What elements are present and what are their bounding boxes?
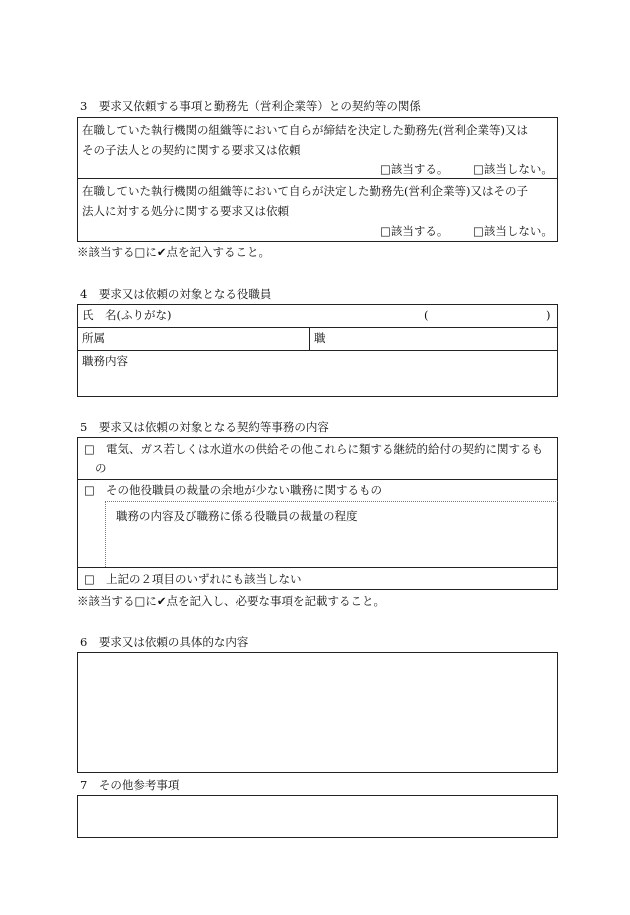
- option3-text: 上記の２項目のいずれにも該当しない: [106, 572, 302, 586]
- duties-label: 職務内容: [82, 354, 128, 368]
- section4-divider-1: [77, 327, 558, 328]
- furigana-close-paren: ): [546, 308, 551, 322]
- section4-col-divider: [309, 327, 310, 350]
- section4-divider-2: [77, 350, 558, 351]
- option2-text: その他役職員の裁量の余地が少ない職務に関するもの: [106, 483, 382, 497]
- position-input[interactable]: [330, 329, 552, 347]
- option3-checkbox[interactable]: □: [84, 572, 95, 586]
- option2-checkbox[interactable]: □: [84, 483, 95, 497]
- section5-divider-2: [77, 567, 558, 568]
- section4-title: 4 要求又は依頼の対象となる役職員: [80, 287, 272, 301]
- option1-line2: の: [95, 461, 107, 475]
- section3-row2-line1: 在職していた執行機関の組織等において自らが決定した勤務先(営利企業等)又はその子: [82, 184, 528, 198]
- section7-content-box[interactable]: [77, 795, 558, 838]
- section3-row2-line2: 法人に対する処分に関する要求又は依頼: [82, 204, 289, 218]
- option1-checkbox[interactable]: □: [84, 442, 95, 456]
- section5-divider-1: [77, 479, 558, 480]
- furigana-input[interactable]: [432, 306, 542, 324]
- section3-row-divider: [77, 178, 558, 179]
- name-furigana-label: 氏 名(ふりがな): [82, 308, 172, 322]
- section7-title: 7 その他参考事項: [80, 778, 180, 792]
- affiliation-input[interactable]: [110, 329, 305, 347]
- section6-content-box[interactable]: [77, 652, 558, 773]
- option1-line1: 電気、ガス若しくは水道水の供給その他これらに類する継続的給付の契約に関するも: [106, 442, 543, 456]
- section3-row1-check-yes[interactable]: □該当する。: [380, 162, 449, 176]
- section3-row1-check-no[interactable]: □該当しない。: [473, 162, 553, 176]
- option2-sub-input[interactable]: [112, 528, 552, 562]
- section5-sub-left-border: [105, 501, 106, 567]
- position-label: 職: [314, 331, 326, 345]
- section3-note: ※該当する□に✔点を記入すること。: [77, 245, 270, 259]
- section3-row1-line1: 在職していた執行機関の組織等において自らが締結を決定した勤務先(営利企業等)又は: [82, 123, 528, 137]
- affiliation-label: 所属: [82, 331, 105, 345]
- furigana-open-paren: (: [424, 308, 429, 322]
- section5-note: ※該当する□に✔点を記入し、必要な事項を記載すること。: [77, 594, 385, 608]
- section3-row2-check-yes[interactable]: □該当する。: [380, 224, 449, 238]
- duties-input[interactable]: [82, 371, 552, 393]
- section5-sub-divider: [105, 501, 558, 502]
- section3-title: 3 要求又依頼する事項と勤務先（営利企業等）との契約等の関係: [80, 99, 421, 113]
- section3-row1-line2: その子法人との契約に関する要求又は依頼: [82, 143, 301, 157]
- section6-title: 6 要求又は依頼の具体的な内容: [80, 635, 249, 649]
- name-input[interactable]: [140, 306, 410, 324]
- section5-title: 5 要求又は依頼の対象となる契約等事務の内容: [80, 420, 329, 434]
- section3-row2-check-no[interactable]: □該当しない。: [473, 224, 553, 238]
- option2-sub-label: 職務の内容及び職務に係る役職員の裁量の程度: [116, 509, 358, 523]
